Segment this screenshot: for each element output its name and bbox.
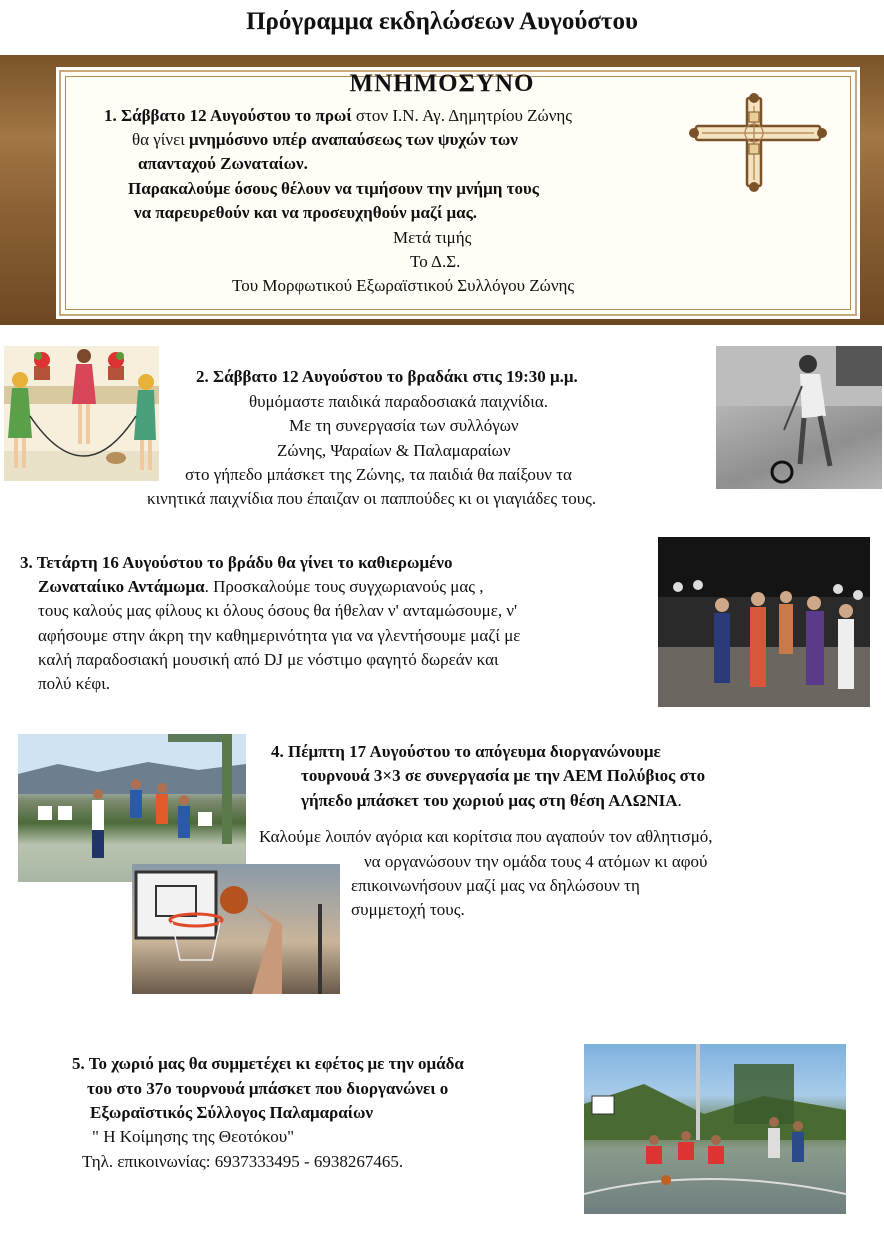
memorial-line-1: 1. Σάββατο 12 Αυγούστου το πρωί στον Ι.Ν. Αγ. Δημητρίου Ζώνης [104, 106, 573, 125]
event4-line-3: επικοινωνήσουν μαζί μας να δηλώσουν τη [351, 876, 640, 895]
memorial-sign-2: Το Δ.Σ. [410, 252, 461, 271]
event3-line-1: Ζωναταίικο Αντάμωμα. Προσκαλούμε τους συγχωριανούς μας , [38, 577, 484, 596]
event3-line-5: πολύ κέφι. [38, 674, 111, 693]
event4-line-4: συμμετοχή τους. [351, 900, 465, 919]
event2-line-1: θυμόμαστε παιδικά παραδοσιακά παιχνίδια. [249, 392, 549, 411]
event5-line-2: του στο 37ο τουρνουά μπάσκετ που διοργανώνει ο [87, 1079, 449, 1098]
event5-line-1: 5. Το χωριό μας θα συμμετέχει κι εφέτος με την ομάδα [72, 1054, 464, 1073]
memorial-line-2: θα γίνει μνημόσυνο υπέρ αναπαύσεως των ψυχών των [132, 130, 518, 149]
event5-contact-phones: Τηλ. επικοινωνίας: 6937333495 - 6938267465. [82, 1152, 404, 1171]
basketball-hoop-photo [132, 864, 340, 994]
event3-line-2: τους καλούς μας φίλους κι όλους όσους θα ήθελαν ν' ανταμώσουμε, ν' [38, 601, 518, 620]
basketball-court-photo [18, 734, 246, 882]
memorial-line-3: απανταχού Ζωναταίων. [138, 154, 308, 173]
event2-line-4: στο γήπεδο μπάσκετ της Ζώνης, τα παιδιά θα παίξουν τα [185, 465, 572, 484]
event4-heading-1: 4. Πέμπτη 17 Αυγούστου το απόγευμα διοργανώνουμε [271, 742, 661, 761]
event3-heading: 3. Τετάρτη 16 Αυγούστου το βράδυ θα γίνει το καθιερωμένο [20, 553, 453, 572]
event5-line-3: Εξωραϊστικός Σύλλογος Παλαμαραίων [90, 1103, 373, 1122]
event4-line-2: να οργανώσουν την ομάδα τους 4 ατόμων κι αφού [364, 852, 708, 871]
event2-line-2: Με τη συνεργασία των συλλόγων [289, 416, 519, 435]
event5-line-4: " Η Κοίμησης της Θεοτόκου" [92, 1127, 295, 1146]
event3-line-4: καλή παραδοσιακή μουσική από DJ με νόστιμο φαγητό δωρεάν και [38, 650, 499, 669]
memorial-line-4: Παρακαλούμε όσους θέλουν να τιμήσουν την μνήμη τους [128, 179, 539, 198]
event2-heading: 2. Σάββατο 12 Αυγούστου το βραδάκι στις 19:30 μ.μ. [196, 367, 578, 386]
boy-hoop-rolling-photo [716, 346, 882, 489]
orthodox-cross-icon [688, 92, 828, 192]
palamaraioi-basketball-photo [584, 1044, 846, 1214]
event2-line-3: Ζώνης, Ψαραίων & Παλαμαραίων [277, 441, 511, 460]
event3-line-3: αφήσουμε στην άκρη την καθημερινότητα για να γλεντήσουμε μαζί με [38, 626, 521, 645]
event4-heading-3: γήπεδο μπάσκετ του χωριού μας στη θέση ΑΛΩΝΙΑ. [301, 791, 682, 810]
event4-line-1: Καλούμε λοιπόν αγόρια και κορίτσια που αγαπούν τον αθλητισμό, [259, 827, 713, 846]
memorial-line-5: να παρευρεθούν και να προσευχηθούν μαζί μας. [134, 203, 478, 222]
memorial-sign-1: Μετά τιμής [393, 228, 472, 247]
event2-line-5: κινητικά παιχνίδια που έπαιζαν οι παππούδες κι οι γιαγιάδες τους. [147, 489, 597, 508]
event4-heading-2: τουρνουά 3×3 σε συνεργασία με την ΑΕΜ Πολύβιος στο [301, 766, 706, 785]
memorial-heading: ΜΝΗΜΟΣΥΝΟ [349, 70, 535, 97]
memorial-sign-3: Του Μορφωτικού Εξωραϊστικού Συλλόγου Ζώνης [232, 276, 575, 295]
page-title: Πρόγραμμα εκδηλώσεων Αυγούστου [246, 8, 638, 35]
children-jump-rope-illustration [4, 346, 159, 481]
dancing-gathering-photo [658, 537, 870, 707]
